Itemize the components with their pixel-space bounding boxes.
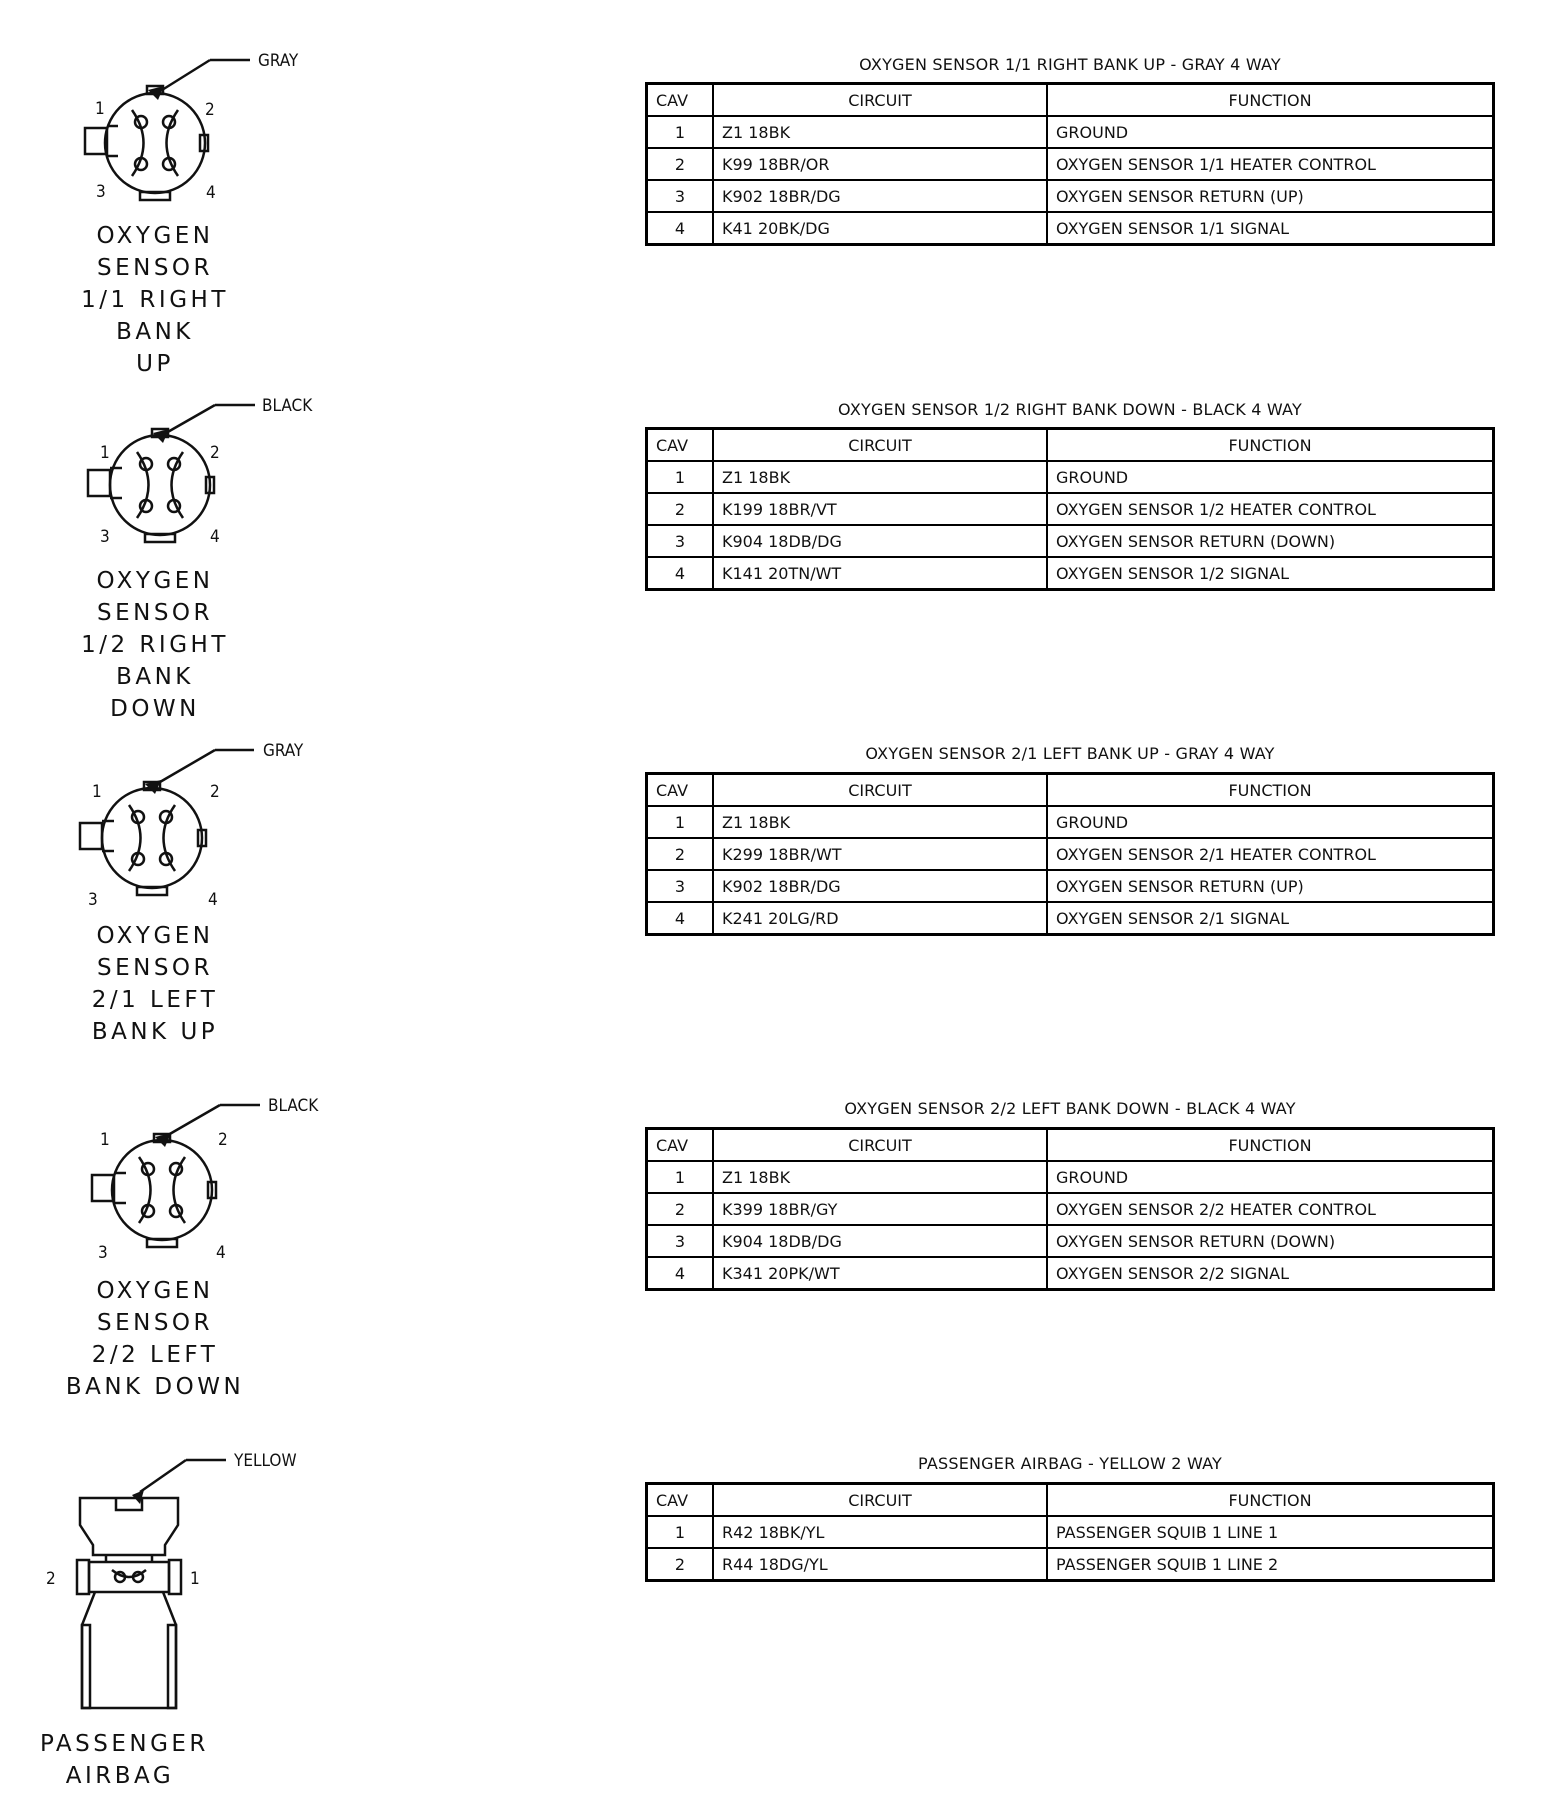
pin-label-2: 2: [210, 782, 220, 802]
table-row: 1 Z1 18BK GROUND: [647, 806, 1494, 838]
pin-label-2: 2: [218, 1130, 228, 1150]
header-circuit: CIRCUIT: [713, 774, 1047, 807]
table-header-row: [647, 1129, 1494, 1162]
pin-label-1: 1: [95, 99, 105, 119]
table-row: 3 K904 18DB/DG OXYGEN SENSOR RETURN (DOWN): [647, 1225, 1494, 1257]
pin-label-1: 1: [190, 1569, 200, 1589]
table-header-row: [647, 1484, 1494, 1517]
connector-name: OXYGEN SENSOR 1/1 RIGHT BANK UP: [81, 223, 229, 377]
header-function: FUNCTION: [1047, 1129, 1494, 1162]
header-cav: CAV: [647, 1484, 714, 1517]
pin-label-4: 4: [210, 527, 220, 547]
pin-label-1: 1: [100, 1130, 110, 1150]
connector-color-label: GRAY: [263, 741, 304, 761]
pin-label-1: 1: [92, 782, 102, 802]
header-cav: CAV: [647, 84, 714, 117]
table-title: PASSENGER AIRBAG - YELLOW 2 WAY: [918, 1454, 1222, 1473]
connector-name: PASSENGER AIRBAG: [40, 1731, 209, 1789]
table-row: 1 Z1 18BK GROUND: [647, 461, 1494, 493]
pinout-table: [645, 1127, 1495, 1291]
header-circuit: CIRCUIT: [713, 1129, 1047, 1162]
header-cav: CAV: [647, 1129, 714, 1162]
connector-color-label: BLACK: [262, 396, 313, 416]
connector-section-4: [0, 1085, 1568, 1425]
pinout-table: [645, 772, 1495, 936]
connector-color-label: YELLOW: [234, 1451, 297, 1471]
header-circuit: CIRCUIT: [713, 1484, 1047, 1517]
table-row: 2 R44 18DG/YL PASSENGER SQUIB 1 LINE 2: [647, 1548, 1494, 1581]
header-cav: CAV: [647, 774, 714, 807]
table-row: 2 K99 18BR/OR OXYGEN SENSOR 1/1 HEATER CONTROL: [647, 148, 1494, 180]
pin-label-3: 3: [100, 527, 110, 547]
connector-section-2: [0, 385, 1568, 725]
table-header-row: [647, 774, 1494, 807]
pin-label-2: 2: [46, 1569, 56, 1589]
connector-name: OXYGEN SENSOR 2/1 LEFT BANK UP: [91, 923, 219, 1045]
pin-label-2: 2: [205, 100, 215, 120]
connector-color-label: GRAY: [258, 51, 299, 71]
connector-diagram-4: [40, 1085, 380, 1415]
table-row: 3 K902 18BR/DG OXYGEN SENSOR RETURN (UP): [647, 180, 1494, 212]
table-row: 2 K199 18BR/VT OXYGEN SENSOR 1/2 HEATER CONTROL: [647, 493, 1494, 525]
connector-diagram-2: [40, 385, 380, 722]
oxygen-sensor-4way-connector-icon: [40, 1085, 360, 1305]
table-row: 4 K341 20PK/WT OXYGEN SENSOR 2/2 SIGNAL: [647, 1257, 1494, 1290]
pin-label-4: 4: [216, 1243, 226, 1263]
table-row: 1 R42 18BK/YL PASSENGER SQUIB 1 LINE 1: [647, 1516, 1494, 1548]
connector-color-label: BLACK: [268, 1096, 319, 1116]
pin-label-3: 3: [98, 1243, 108, 1263]
table-title: OXYGEN SENSOR 1/2 RIGHT BANK DOWN - BLACK 4 WAY: [838, 400, 1302, 419]
table-header-row: [647, 429, 1494, 462]
table-title: OXYGEN SENSOR 2/2 LEFT BANK DOWN - BLACK 4 WAY: [844, 1099, 1296, 1118]
connector-name: OXYGEN SENSOR 2/2 LEFT BANK DOWN: [65, 1278, 245, 1400]
table-row: 3 K902 18BR/DG OXYGEN SENSOR RETURN (UP): [647, 870, 1494, 902]
header-function: FUNCTION: [1047, 774, 1494, 807]
airbag-2way-connector-icon: [40, 1440, 360, 1720]
table-title: OXYGEN SENSOR 1/1 RIGHT BANK UP - GRAY 4 WAY: [859, 55, 1281, 74]
table-row: 4 K141 20TN/WT OXYGEN SENSOR 1/2 SIGNAL: [647, 557, 1494, 590]
pin-label-2: 2: [210, 443, 220, 463]
header-cav: CAV: [647, 429, 714, 462]
connector-section-3: [0, 730, 1568, 1070]
pinout-table: [645, 82, 1495, 246]
pinout-table: [645, 427, 1495, 591]
header-function: FUNCTION: [1047, 84, 1494, 117]
table-row: 4 K241 20LG/RD OXYGEN SENSOR 2/1 SIGNAL: [647, 902, 1494, 935]
connector-diagram-5: [40, 1440, 380, 1810]
table-row: 3 K904 18DB/DG OXYGEN SENSOR RETURN (DOWN): [647, 525, 1494, 557]
pin-label-3: 3: [88, 890, 98, 910]
pin-label-3: 3: [96, 182, 106, 202]
table-header-row: [647, 84, 1494, 117]
table-row: 1 Z1 18BK GROUND: [647, 116, 1494, 148]
connector-section-1: [0, 40, 1568, 380]
table-title: OXYGEN SENSOR 2/1 LEFT BANK UP - GRAY 4 WAY: [865, 744, 1275, 763]
connector-diagram-3: [40, 730, 380, 1060]
header-circuit: CIRCUIT: [713, 84, 1047, 117]
table-row: 4 K41 20BK/DG OXYGEN SENSOR 1/1 SIGNAL: [647, 212, 1494, 245]
header-circuit: CIRCUIT: [713, 429, 1047, 462]
table-row: 2 K299 18BR/WT OXYGEN SENSOR 2/1 HEATER CONTROL: [647, 838, 1494, 870]
table-row: 2 K399 18BR/GY OXYGEN SENSOR 2/2 HEATER CONTROL: [647, 1193, 1494, 1225]
table-row: 1 Z1 18BK GROUND: [647, 1161, 1494, 1193]
pin-label-4: 4: [206, 183, 216, 203]
header-function: FUNCTION: [1047, 429, 1494, 462]
connector-name: OXYGEN SENSOR 1/2 RIGHT BANK DOWN: [81, 568, 229, 722]
connector-diagram-1: [40, 40, 380, 377]
connector-section-5: [0, 1440, 1568, 1818]
header-function: FUNCTION: [1047, 1484, 1494, 1517]
oxygen-sensor-4way-connector-icon: [40, 730, 360, 950]
pinout-table: [645, 1482, 1495, 1582]
pin-label-1: 1: [100, 443, 110, 463]
pin-label-4: 4: [208, 890, 218, 910]
